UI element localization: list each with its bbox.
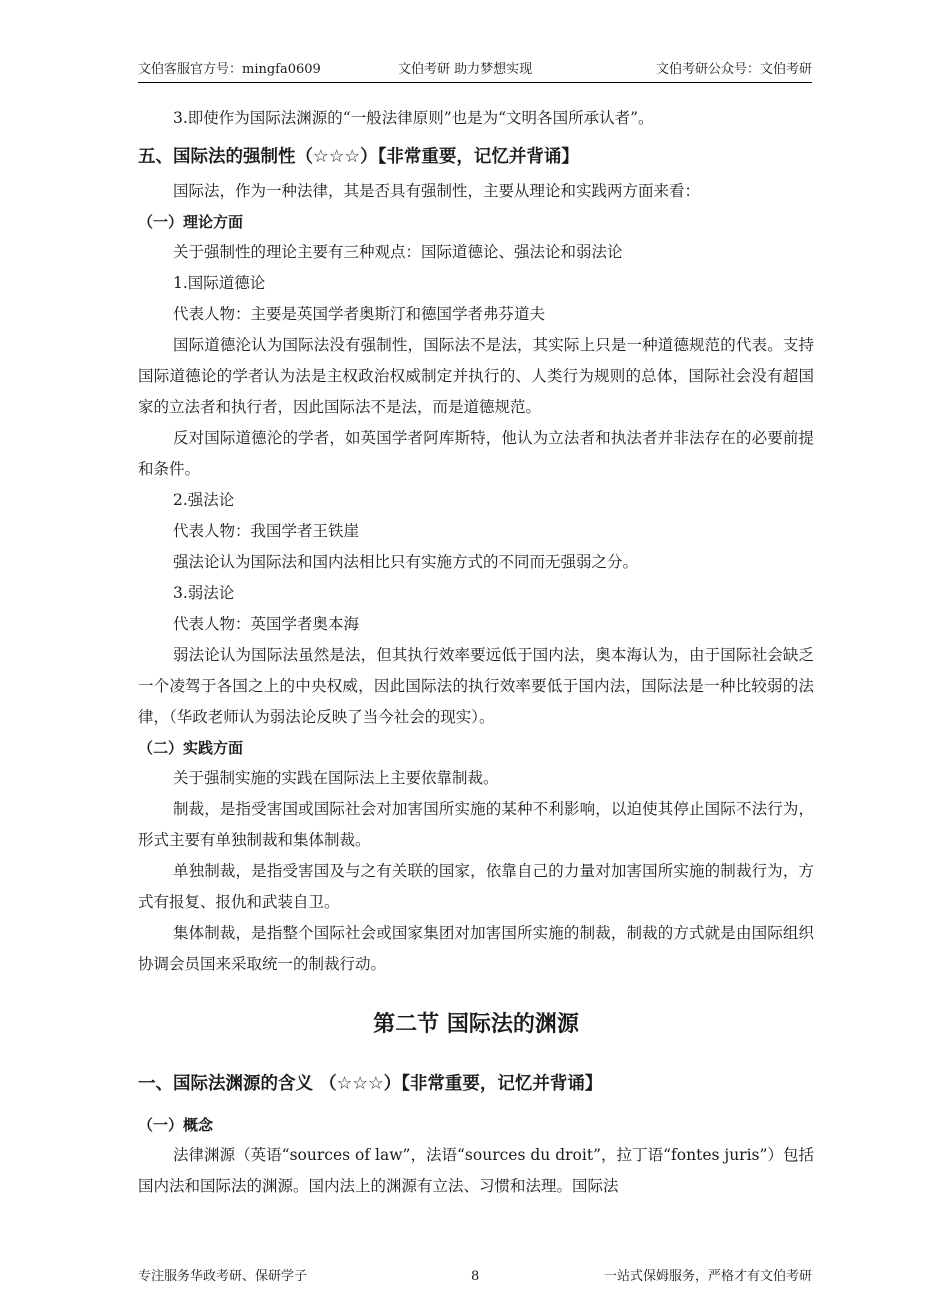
paragraph: 代表人物：我国学者王铁崖 bbox=[173, 522, 360, 540]
header-public-account: 文伯考研公众号：文伯考研 bbox=[655, 62, 812, 77]
list-item-heading: 2.强法论 bbox=[173, 491, 235, 509]
section-title: 第二节 国际法的渊源 bbox=[373, 1012, 579, 1037]
subheading-concept: （一）概念 bbox=[138, 1116, 214, 1134]
paragraph: 关于强制实施的实践在国际法上主要依靠制裁。 bbox=[173, 769, 499, 787]
paragraph: 3.即使作为国际法渊源的“一般法律原则”也是为“文明各国所承认者”。 bbox=[173, 109, 654, 127]
list-item-heading: 1.国际道德论 bbox=[173, 274, 266, 292]
heading-coercion: 五、国际法的强制性（☆☆☆）【非常重要，记忆并背诵】 bbox=[138, 147, 579, 167]
page-footer bbox=[138, 1268, 812, 1288]
list-item-heading: 3.弱法论 bbox=[173, 584, 235, 602]
paragraph: 法律渊源（英语“sources of law”，法语“sources du droit”，拉丁语“fontes juris”）包括国内法和国际法的渊源。国内法上的渊源有立法、习惯和法理。国际法 bbox=[138, 1146, 814, 1195]
paragraph: 单独制裁，是指受害国及与之有关联的国家，依靠自己的力量对加害国所实施的制裁行为，方式有报复、报仇和武装自卫。 bbox=[138, 862, 814, 911]
paragraph: 代表人物：英国学者奥本海 bbox=[173, 615, 360, 633]
footer-right: 一站式保姆服务，严格才有文伯考研 bbox=[603, 1269, 812, 1284]
paragraph: 代表人物：主要是英国学者奥斯汀和德国学者弗芬道夫 bbox=[173, 305, 546, 323]
page-header bbox=[138, 60, 812, 83]
paragraph: 集体制裁，是指整个国际社会或国家集团对加害国所实施的制裁，制裁的方式就是由国际组织协调会员国来采取统一的制裁行动。 bbox=[138, 924, 814, 973]
subheading-theory: （一）理论方面 bbox=[138, 213, 244, 231]
paragraph: 国际道德沦认为国际法没有强制性，国际法不是法，其实际上只是一种道德规范的代表。支持国际道德论的学者认为法是主权政治权威制定并执行的、人类行为规则的总体，国际社会没有超国家的立法者和执行者，因此国际法不是法，而是道德规范。 bbox=[138, 336, 814, 416]
paragraph: 强法论认为国际法和国内法相比只有实施方式的不同而无强弱之分。 bbox=[173, 553, 639, 571]
footer-left: 专注服务华政考研、保研学子 bbox=[138, 1269, 308, 1284]
paragraph: 弱法论认为国际法虽然是法，但其执行效率要远低于国内法，奥本海认为，由于国际社会缺乏一个凌驾于各国之上的中央权威，因此国际法的执行效率要低于国内法，国际法是一种比较弱的法律，（华政老师认为弱法论反映了当今社会的现实）。 bbox=[138, 646, 814, 726]
paragraph: 反对国际道德沦的学者，如英国学者阿库斯特，他认为立法者和执法者并非法存在的必要前提和条件。 bbox=[138, 429, 814, 478]
heading-sources-meaning: 一、国际法渊源的含义 （☆☆☆）【非常重要，记忆并背诵】 bbox=[138, 1074, 603, 1094]
paragraph: 制裁，是指受害国或国际社会对加害国所实施的某种不利影响，以迫使其停止国际不法行为，形式主要有单独制裁和集体制裁。 bbox=[138, 800, 814, 849]
subheading-practice: （二）实践方面 bbox=[138, 739, 244, 757]
header-service-account: 文伯客服官方号：mingfa0609 bbox=[138, 62, 321, 77]
page-number: 8 bbox=[471, 1269, 480, 1284]
header-slogan: 文伯考研 助力梦想实现 bbox=[398, 62, 533, 77]
paragraph: 关于强制性的理论主要有三种观点：国际道德论、强法论和弱法论 bbox=[173, 243, 623, 261]
page-content bbox=[138, 103, 814, 1202]
paragraph: 国际法，作为一种法律，其是否具有强制性，主要从理论和实践两方面来看： bbox=[173, 182, 701, 200]
